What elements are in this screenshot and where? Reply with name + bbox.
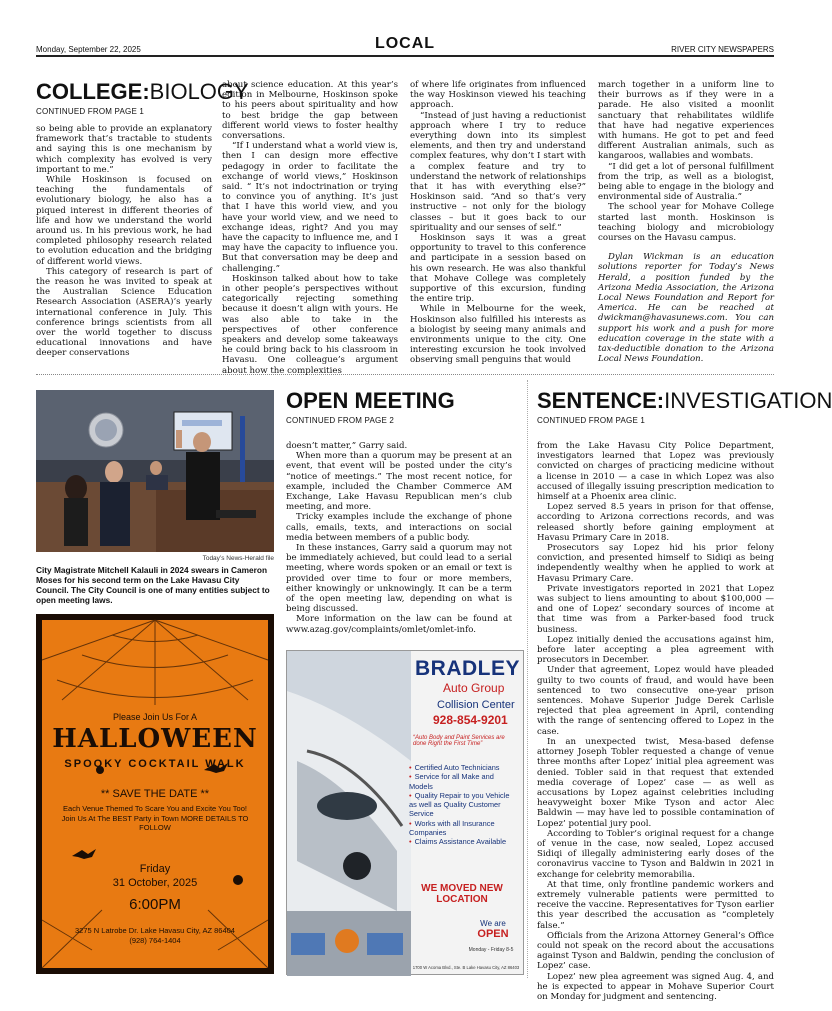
sentence-paragraph: Under that agreement, Lopez would have pleaded guilty to two counts of fraud, and would have been sentenced to two consecutive one-year prison sentences. Mohave Superior Judge Derek Carlisle rejected that plea agreement in April, contending with the range of sentencing offered to Lopez in the case. (537, 665, 774, 737)
event-contact (52, 926, 258, 945)
sentence-paragraph: Prosecutors say Lopez hid his prior felony conviction, and presented himself to Sidiqi as being independently wealthy when he applied to work at Havasu Primary Care. (537, 543, 774, 584)
ad-service: Collision Center (437, 699, 515, 711)
ad-tagline: “Auto Body and Paint Services are done Right the First Time” (413, 735, 505, 747)
ad-details: Each Venue Themed To Scare You and Excite You Too! Join Us At The BEST Party in Town MORE DETAILS TO FOLLOW (61, 804, 249, 832)
header-rule (36, 55, 774, 57)
bradley-ad[interactable] (286, 650, 524, 975)
open-meeting-headline: OPEN MEETING (286, 388, 455, 413)
sentence-headline: SENTENCE:INVESTIGATION (537, 388, 832, 413)
ad-address: 1700 W Acoma Blvd., Ste. B Lake Havasu City, AZ 86403 (412, 965, 520, 970)
college-column-3 (410, 80, 586, 366)
college-column-2 (222, 80, 398, 376)
college-paragraph: of where life originates from influenced the way Hoskinson viewed his teaching approach. (410, 80, 586, 111)
ad-bullet: • Claims Assistance Available (409, 837, 519, 846)
sentence-paragraph: from the Lake Havasu City Police Department, investigators learned that Lopez was previously convicted on charges of practicing medicine without a license in 2010 — a case in which Lopez was also accused of illegally issuing prescription medication to himself at a Phoenix area clinic. (537, 441, 774, 503)
college-paragraph: While Hoskinson is focused on teaching the fundamentals of evolutionary biology, he also has a piqued interest in different theories of life and how we understand the world around us. In his previous work, he had completed philosophy research related to evolution education and the bridging of different world views. (36, 175, 212, 267)
sentence-paragraph: In an unexpected twist, Mesa-based defense attorney Joseph Tobler requested a change of venue three months after Lopez’ initial plea agreement was denied. Tobler said in that request that extended media coverage of Lopez’ case — as well as accusations by Lopez against celebrities including heavyweight boxer Mike Tyson and actor Alec Baldwin — may have led to possible contamination of Lopez’ potential jury pool. (537, 736, 774, 829)
issue-date: Monday, September 22, 2025 (36, 45, 141, 54)
ad-moved: WE MOVED NEW LOCATION (421, 883, 503, 905)
event-address: 3275 N Latrobe Dr. Lake Havasu City, AZ 86404 (75, 926, 235, 935)
ad-open-badge (463, 919, 523, 939)
photo-credit: Today’s News-Herald file (202, 555, 274, 562)
sentence-paragraph: Lopez initially denied the accusations against him, before later accepting a plea agreement with prosecutors in December. (537, 634, 774, 666)
sentence-paragraph: Officials from the Arizona Attorney General’s Office could not speak on the record about the accusations against Tyson and Baldwin, pending the conclusion of Lopez’ case. (537, 930, 774, 972)
sentence-continued: CONTINUED FROM PAGE 1 (537, 416, 646, 425)
section-title: LOCAL (374, 35, 436, 52)
ad-bullet: • Quality Repair to you Vehicle as well as Quality Customer Service (409, 791, 519, 819)
event-phone: (928) 764-1404 (129, 935, 181, 945)
college-continued: CONTINUED FROM PAGE 1 (36, 107, 145, 116)
event-date: 31 October, 2025 (112, 877, 198, 889)
halloween-ad[interactable] (36, 614, 274, 974)
sentence-paragraph: Lopez served 8.5 years in prison for that offense, according to Arizona corrections records, and was released shortly before gaining employment at Havasu Primary Care in 2018. (537, 502, 774, 543)
college-paragraph: march together in a uniform line to their burrows as if they were in a parade. He also visited a moonlit sanctuary that rehabilitates wildlife that have had negative experiences with humans. He got to pet and feed different Australian animals, such as kangaroos, wallabies and wombats. (598, 80, 774, 162)
college-paragraph: Hoskinson talked about how to take in other people’s perspectives without categorically rejecting something because it doesn’t align with yours. He was also able to take in the perspectives of other conference speakers and develop some takeaways he could bring back to his classroom in Havasu. One colleague’s argument about how the complexities (222, 273, 398, 376)
college-paragraph: about science education. At this year’s edition in Melbourne, Hoskinson spoke to his peers about spirituality and how to best bridge the gap between different world views to foster healthy conversations. (222, 80, 398, 142)
publisher-name: RIVER CITY NEWSPAPERS (671, 45, 774, 54)
column-divider (527, 380, 528, 978)
college-paragraph: The school year for Mohave College started last month. Hoskinson is teaching biology and microbiology courses on the Havasu campus. (598, 202, 774, 244)
section-divider (36, 374, 774, 375)
ad-bullet-list (409, 763, 519, 847)
open-meeting-paragraph: doesn’t matter,” Garry said. (286, 441, 408, 451)
ad-bullet: • Service for all Make and Models (409, 772, 519, 791)
ad-hours: Monday - Friday 8-5 (468, 947, 514, 953)
event-time: 6:00PM (129, 896, 181, 913)
college-paragraph: “If I understand what a world view is, then I can design more effective pedagogy in order to facilitate the exchange of world views,” Hoskinson said. “ It’s not indoctrination or trying to convince you of anything. It’s just that I have this world view, and you have your world view, and we need to exchange ideas, right? And you may have the capacity to influence me, and I may have the capacity to influence you. But that conversation may be deep and challenging.” (222, 141, 398, 274)
author-bio: Dylan Wickman is an education solutions reporter for Today’s News Herald, a position funded by the Arizona Media Association, the Arizona Local News Foundation and Report for America. He can be reached at dwickman@havasunews.com. You can support his work and a push for more education coverage in the state with a tax-deductible donation to the Arizona Local News Foundation. (598, 252, 774, 365)
sentence-paragraph: At that time, only frontline pandemic workers and extremely vulnerable patients were permitted to receive the vaccine. Representatives for Tyson earlier this year described the accusation as “completely false.” (537, 879, 774, 931)
college-headline: COLLEGE:BIOLOGY (36, 79, 249, 104)
sentence-paragraph: Lopez’ new plea agreement was signed Aug. 4, and he is expected to appear in Mohave Superior Court on Monday for judgment and sentencing. (537, 971, 774, 1002)
college-column-4 (598, 80, 774, 364)
council-photo-graphic (36, 390, 274, 552)
ad-bullet: • Works with all Insurance Companies (409, 819, 519, 838)
sentence-body (537, 441, 774, 1002)
open-meeting-paragraph: Tricky examples include the exchange of phone calls, emails, texts, and interactions on social media between members of a public body. (286, 512, 512, 543)
open-meeting-paragraph: When more than a quorum may be present at an event, that event will be posted under the city’s “notice of meetings.” The most recent notice, for example, included the Chamber Commerce AM Exchange, Lake Havasu Republican men’s club meeting, and more. (286, 451, 512, 513)
event-day-date (42, 862, 268, 890)
council-photo (36, 390, 274, 552)
college-paragraph: While in Melbourne for the week, Hoskinson also fulfilled his interests as a biologist by seeing many animals and environments unique to the city. One interesting excursion he took involved observing small penguins that would (410, 304, 586, 366)
ad-brand-sub: Auto Group (443, 681, 505, 695)
college-paragraph: This category of research is part of the reason he was invited to speak at the Australian Science Education Research Association (ASERA)’s yearly international conference in July. This conference brings scientists from all over the world together to discuss educational innovations and have deeper conservations (36, 266, 212, 359)
save-the-date: ** SAVE THE DATE ** (100, 788, 210, 800)
ad-title: HALLOWEEN (52, 724, 258, 754)
car-image (287, 651, 411, 976)
college-column-1 (36, 124, 212, 359)
ad-subtitle: SPOOKY COCKTAIL WALK (64, 758, 246, 770)
ad-open: OPEN (477, 928, 509, 940)
ad-brand: BRADLEY (415, 657, 521, 680)
photo-caption: City Magistrate Mitchell Kalauli in 2024 swears in Cameron Moses for his second term on the Lake Havasu City Council. The City Council is one of many entities subject to open meeting laws. (36, 565, 270, 605)
open-meeting-paragraph: More information on the law can be found at www.azag.gov/complaints/omlet/omlet-info. (286, 614, 512, 635)
open-meeting-continued: CONTINUED FROM PAGE 2 (286, 416, 395, 425)
ad-intro: Please Join Us For A (112, 712, 198, 722)
ad-phone[interactable]: 928-854-9201 (433, 713, 508, 727)
open-meeting-paragraph: In these instances, Garry said a quorum may not be immediately achieved, but could lead to a serial meeting, where words spoken or an email or text is provided over time to four or more members, either knowingly or unknowingly. It can be a term of the open meeting law, depending on what is being discussed. (286, 543, 512, 615)
college-paragraph: “I did get a lot of personal fulfillment from the trip, as well as a biologist, being able to engage in the biology and environmental side of Australia.” (598, 161, 774, 203)
college-paragraph: Hoskinson says it was a great opportunity to travel to this conference and participate in a session based on his own research. He was also thankful that Mohave College was completely supportive of this excursion, funding the entire trip. (410, 233, 586, 305)
ad-we-are: We are (480, 919, 506, 928)
ad-bullet: • Certified Auto Technicians (409, 763, 519, 772)
event-day: Friday (139, 863, 171, 875)
sentence-paragraph: Private investigators reported in 2021 that Lopez was subject to liens amounting to about $100,000 — and one of Lopez’ secondary sources of income at that time was from a Parker-based food truck business. (537, 583, 774, 635)
sentence-paragraph: According to Tobler’s original request for a change of venue in the case, now sealed, Lopez accused Sidiqi of illegally administering early doses of the coronavirus vaccine to Tyson and Baldwin in 2021 in exchange for celebrity memorabilia. (537, 828, 774, 880)
college-paragraph: so being able to provide an explanatory framework that’s tractable to students and saying this is one mechanism by which complexity has evolved is very important to me.” (36, 124, 212, 175)
college-paragraph: “Instead of just having a reductionist approach where I try to reduce everything down into its simplest elements, and then try and understand complex features, why don’t I start with a complex feature and try to understand the network of relationships that it has with everything else?” Hoskinson said. “And so that’s very instructive – not only for the biology classes – but it goes back to our spirituality and our senses of self.” (410, 110, 586, 233)
open-meeting-body (286, 441, 512, 635)
